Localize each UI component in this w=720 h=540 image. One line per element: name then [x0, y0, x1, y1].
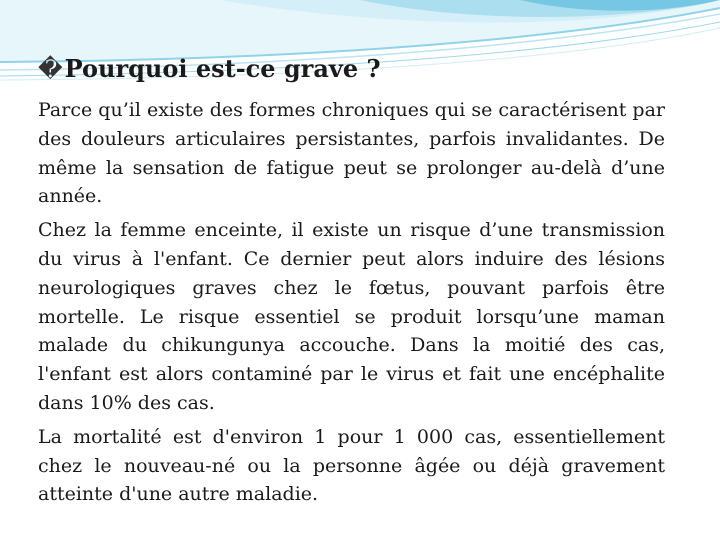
slide-title [38, 54, 381, 83]
slide-body [38, 96, 665, 514]
title-bullet-glyph: � [38, 55, 63, 83]
paragraph-chronic-forms: Parce qu’il existe des formes chroniques qui se caractérisent par des douleurs articulaires persistantes, parfois invalidantes. De même la sensation de fatigue peut se prolonger au-delà d’une année. [38, 99, 665, 208]
paragraph-pregnancy-risk: Chez la femme enceinte, il existe un risque d’une transmission du virus à l'enfant. Ce dernier peut alors induire des lésions neurologiques graves chez le fœtus, pouvant parfois être mortelle. Le risque essentiel se produit lorsqu’une maman malade du chikungunya accouche. Dans la moitié des cas, l'enfant est alors contaminé par le virus et fait une encéphalite dans 10% des cas. [38, 219, 665, 414]
paragraph-mortality: La mortalité est d'environ 1 pour 1 000 cas, essentiellement chez le nouveau-né ou la personne âgée ou déjà gravement atteinte d'une autre maladie. [38, 425, 665, 506]
slide-title-text: Pourquoi est-ce grave ? [64, 54, 381, 83]
